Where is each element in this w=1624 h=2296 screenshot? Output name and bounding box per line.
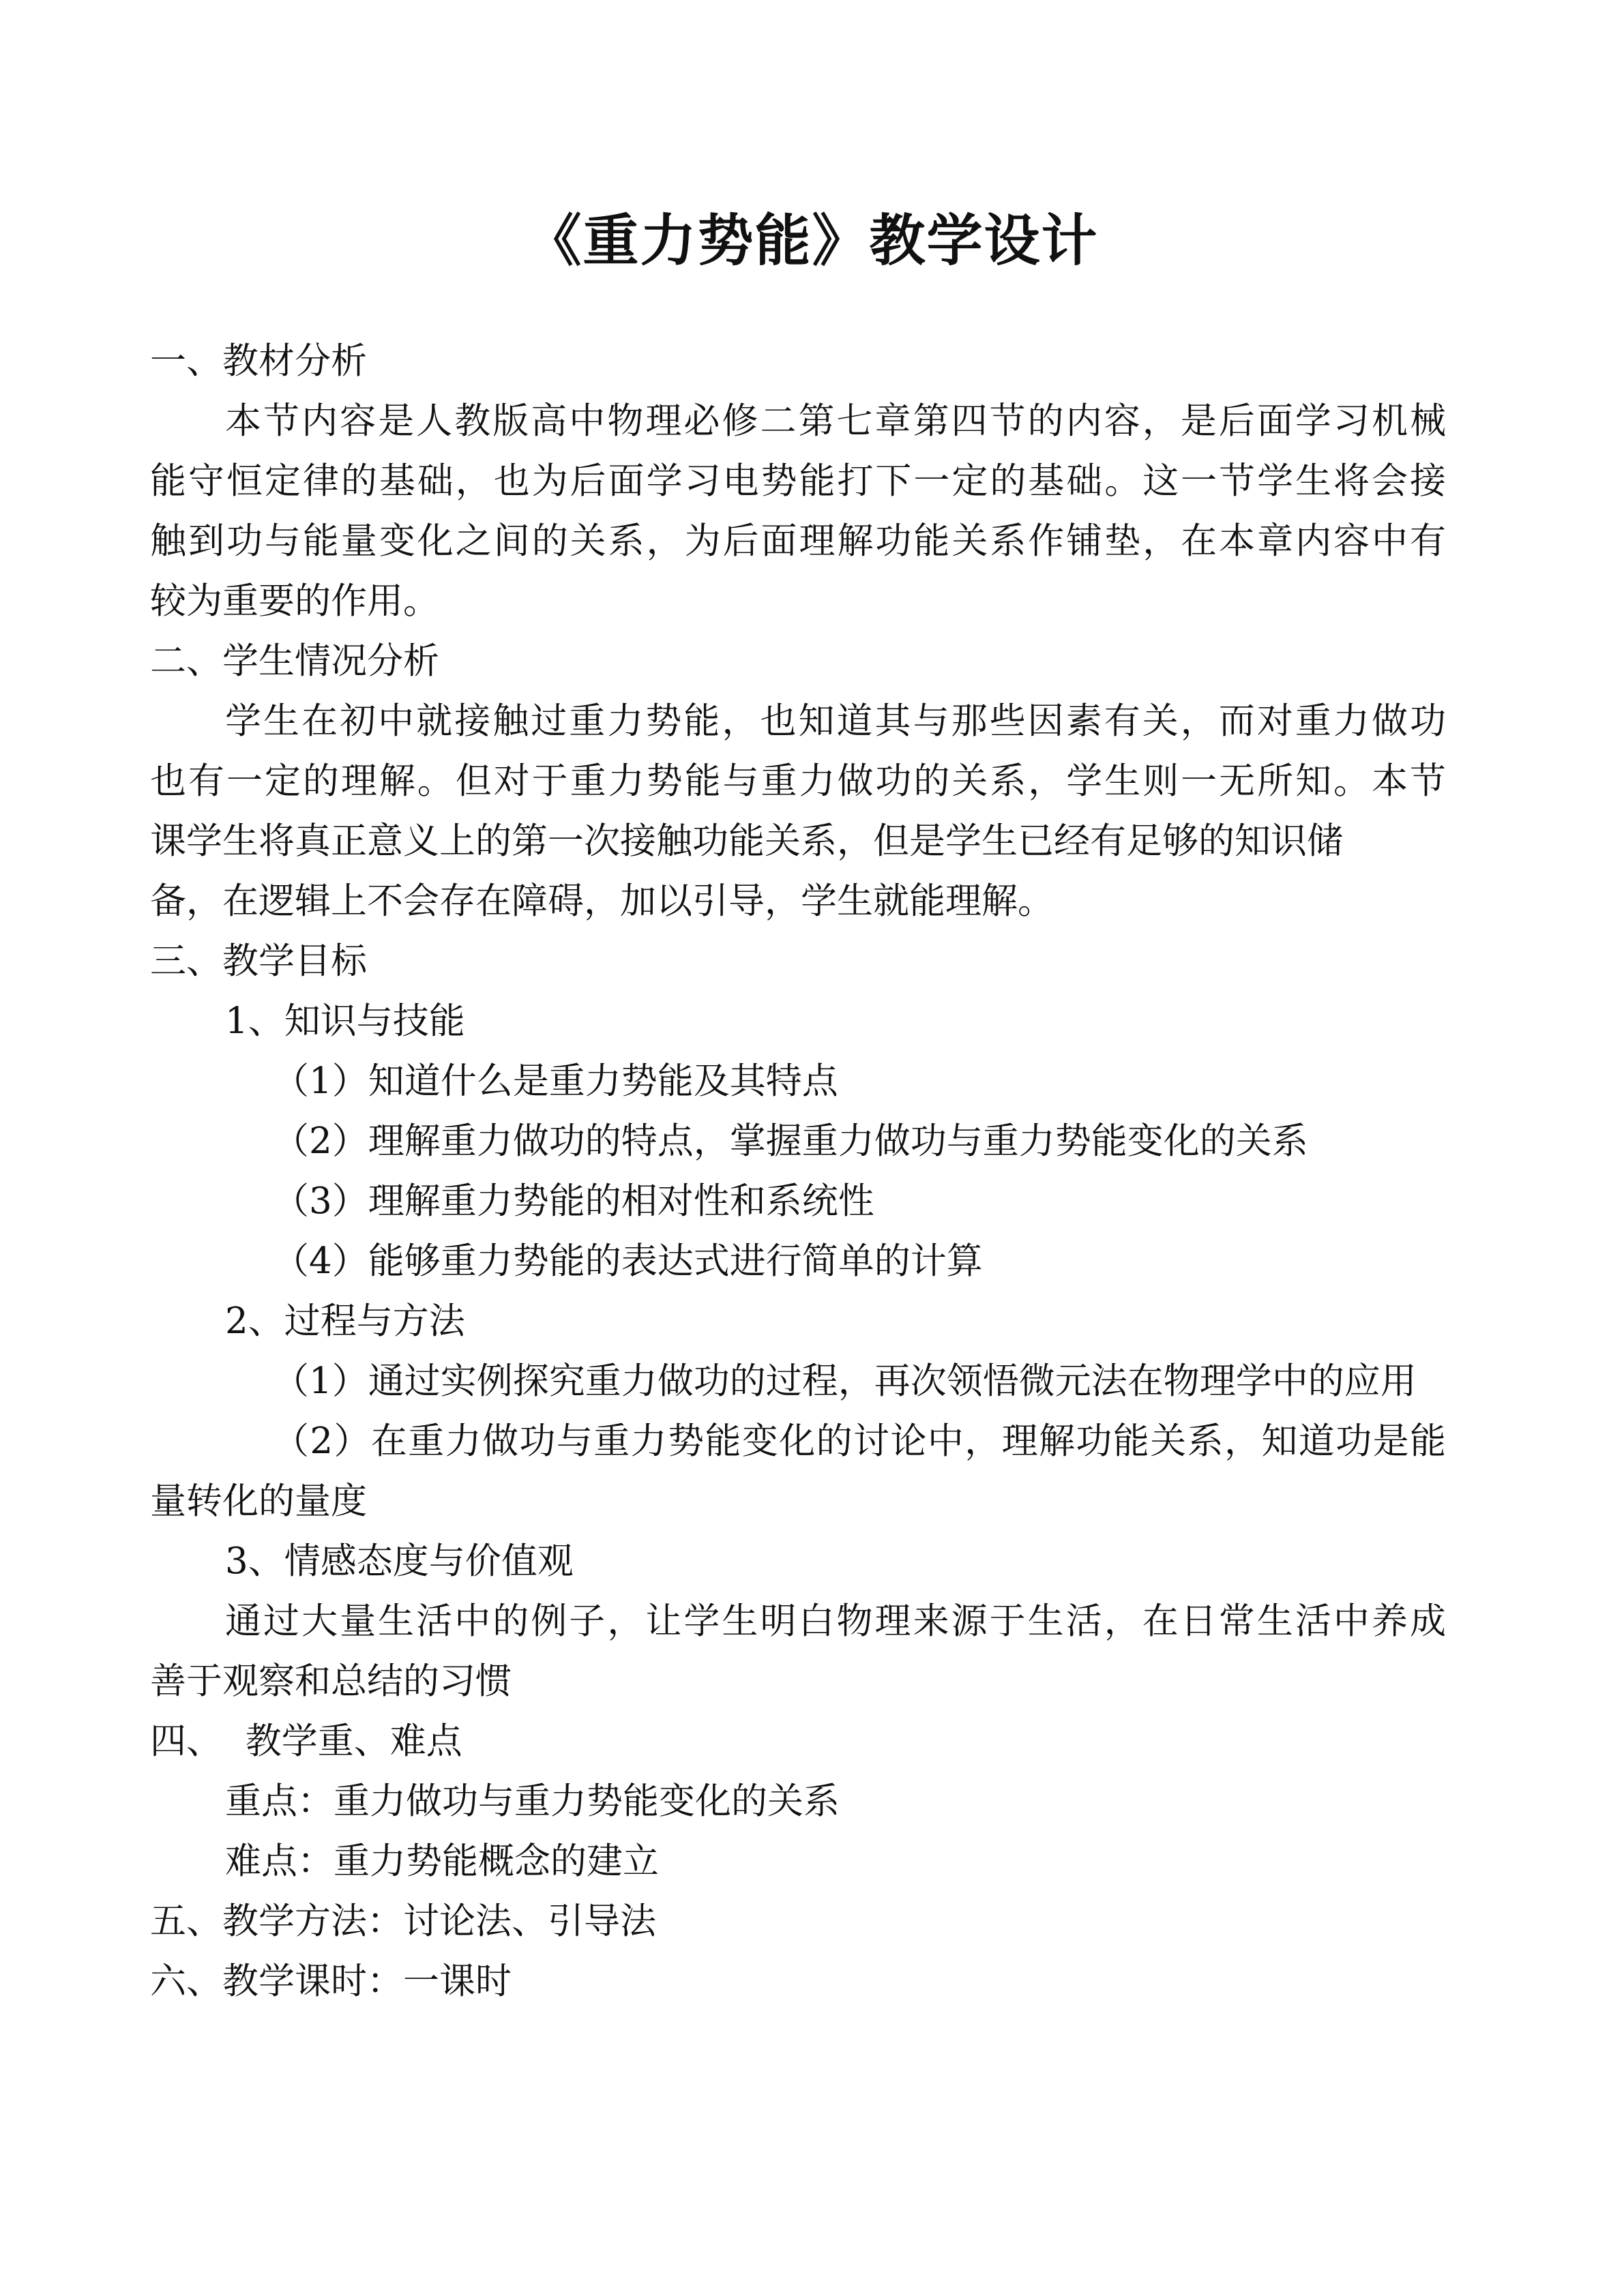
- subheading-attitude-values: 3、情感态度与价值观: [225, 1540, 574, 1582]
- section-heading-key-points: 四、 教学重、难点: [150, 1720, 462, 1762]
- paragraph-line: 善于观察和总结的习惯: [150, 1660, 512, 1702]
- section-heading-textbook-analysis: 一、教材分析: [150, 340, 367, 382]
- paragraph-line: 备，在逻辑上不会存在障碍，加以引导，学生就能理解。: [150, 880, 1054, 922]
- paragraph-line: 能守恒定律的基础，也为后面学习电势能打下一定的基础。这一节学生将会接: [150, 460, 1446, 502]
- subheading-process-methods: 2、过程与方法: [225, 1300, 465, 1342]
- paragraph-line: 较为重要的作用。: [150, 580, 439, 622]
- list-item: （3）理解重力势能的相对性和系统性: [273, 1180, 874, 1222]
- list-item: （1）通过实例探究重力做功的过程，再次领悟微元法在物理学中的应用: [273, 1360, 1417, 1402]
- difficult-point-line: 难点：重力势能概念的建立: [225, 1840, 659, 1882]
- paragraph-line: 触到功与能量变化之间的关系，为后面理解功能关系作铺垫，在本章内容中有: [150, 520, 1446, 562]
- paragraph-line: 通过大量生活中的例子，让学生明白物理来源于生活，在日常生活中养成: [225, 1600, 1446, 1642]
- list-item: （2）在重力做功与重力势能变化的讨论中，理解功能关系，知道功是能: [273, 1420, 1446, 1462]
- paragraph-line: 也有一定的理解。但对于重力势能与重力做功的关系，学生则一无所知。本节: [150, 760, 1446, 802]
- section-heading-student-analysis: 二、学生情况分析: [150, 640, 439, 682]
- list-item: （1）知道什么是重力势能及其特点: [273, 1060, 838, 1102]
- key-point-line: 重点：重力做功与重力势能变化的关系: [225, 1780, 840, 1822]
- subheading-knowledge-skills: 1、知识与技能: [225, 1000, 465, 1042]
- section-heading-teaching-goals: 三、教学目标: [150, 940, 367, 982]
- list-item-continuation: 量转化的量度: [150, 1480, 367, 1522]
- paragraph-line: 课学生将真正意义上的第一次接触功能关系，但是学生已经有足够的知识储: [150, 820, 1343, 862]
- list-item: （4）能够重力势能的表达式进行简单的计算: [273, 1240, 983, 1282]
- list-item: （2）理解重力做功的特点，掌握重力做功与重力势能变化的关系: [273, 1120, 1308, 1162]
- section-heading-class-hours: 六、教学课时：一课时: [150, 1960, 512, 2002]
- document-title: 《重力势能》教学设计: [525, 209, 1099, 273]
- paragraph-line: 学生在初中就接触过重力势能，也知道其与那些因素有关，而对重力做功: [225, 700, 1446, 742]
- section-heading-teaching-methods: 五、教学方法：讨论法、引导法: [150, 1900, 656, 1942]
- paragraph-line: 本节内容是人教版高中物理必修二第七章第四节的内容，是后面学习机械: [225, 400, 1446, 442]
